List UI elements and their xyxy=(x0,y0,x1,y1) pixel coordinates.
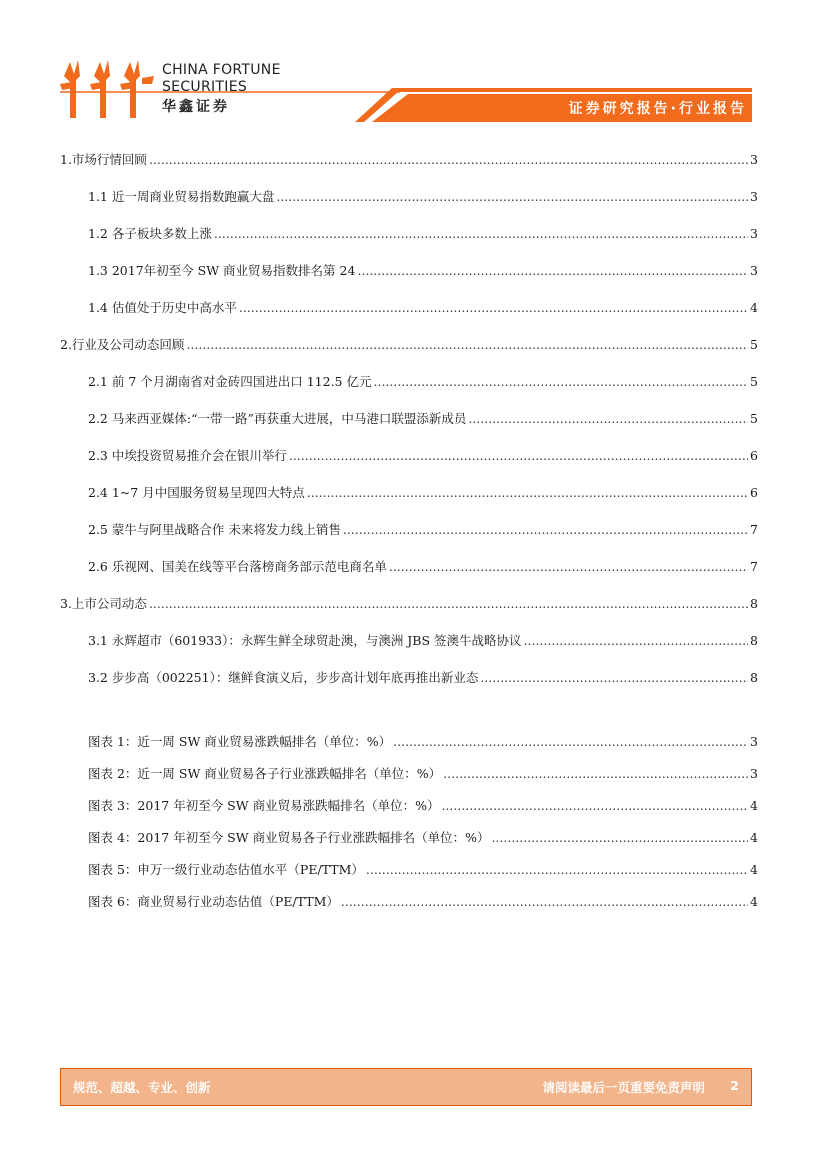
toc-title: 3.2 步步高（002251）：继鲜食演义后，步步高计划年底再推出新业态 xyxy=(88,670,479,685)
toc-title: 3.1 永辉超市（601933）：永辉生鲜全球贸赴澳，与澳洲 JBS 签澳牛战略协议 xyxy=(88,633,522,648)
toc-title: 1.1 近一周商业贸易指数跑赢大盘 xyxy=(88,189,275,204)
toc-title: 2.行业及公司动态回顾 xyxy=(60,337,185,352)
toc-title: 1.2 各子板块多数上涨 xyxy=(88,226,212,241)
toc-entry[interactable] xyxy=(88,668,758,688)
figure-entry[interactable] xyxy=(88,892,758,912)
figure-entry[interactable] xyxy=(88,828,758,848)
toc-page: 8 xyxy=(750,670,758,685)
toc-title: 1.3 2017年初至今 SW 商业贸易指数排名第 24 xyxy=(88,263,356,278)
toc-title: 1.4 估值处于历史中高水平 xyxy=(88,300,237,315)
toc-page: 7 xyxy=(750,522,758,537)
toc-page: 8 xyxy=(750,633,758,648)
figure-page: 4 xyxy=(750,830,758,845)
logo-en-line1: CHINA FORTUNE xyxy=(162,62,281,78)
page-footer xyxy=(60,1068,752,1106)
toc-entry[interactable] xyxy=(60,335,758,355)
toc-entry[interactable] xyxy=(88,409,758,429)
toc-title: 2.1 前 7 个月湖南省对金砖四国进出口 112.5 亿元 xyxy=(88,374,372,389)
figure-entry[interactable] xyxy=(88,732,758,752)
toc-page: 3 xyxy=(750,189,758,204)
toc-page: 6 xyxy=(750,485,758,500)
figure-page: 3 xyxy=(750,766,758,781)
toc-title: 3.上市公司动态 xyxy=(60,596,147,611)
footer-slogan: 规范、超越、专业、创新 xyxy=(73,1080,211,1095)
figure-title: 图表 4：2017 年初至今 SW 商业贸易各子行业涨跌幅排名（单位：%） xyxy=(88,830,490,845)
toc-title: 2.5 蒙牛与阿里战略合作 未来将发力线上销售 xyxy=(88,522,341,537)
toc-title: 2.3 中埃投资贸易推介会在银川举行 xyxy=(88,448,287,463)
figure-page: 4 xyxy=(750,894,758,909)
toc-entry[interactable] xyxy=(88,483,758,503)
figure-title: 图表 3：2017 年初至今 SW 商业贸易涨跌幅排名（单位：%） xyxy=(88,798,440,813)
figure-page: 4 xyxy=(750,862,758,877)
toc-entry[interactable] xyxy=(88,298,758,318)
toc-title: 2.6 乐视网、国美在线等平台落榜商务部示范电商名单 xyxy=(88,559,387,574)
figure-entry[interactable] xyxy=(88,860,758,880)
toc-page: 3 xyxy=(750,152,758,167)
toc-entry[interactable] xyxy=(88,446,758,466)
figure-page: 3 xyxy=(750,734,758,749)
figure-page: 4 xyxy=(750,798,758,813)
toc-page: 5 xyxy=(750,411,758,426)
footer-disclaimer-note: 请阅读最后一页重要免责声明 xyxy=(542,1080,705,1095)
toc-page: 7 xyxy=(750,559,758,574)
toc-page: 6 xyxy=(750,448,758,463)
toc-entry[interactable] xyxy=(88,631,758,651)
toc-page: 4 xyxy=(750,300,758,315)
figure-title: 图表 1：近一周 SW 商业贸易涨跌幅排名（单位：%） xyxy=(88,734,392,749)
toc-page: 5 xyxy=(750,337,758,352)
toc-entry[interactable] xyxy=(88,520,758,540)
figure-title: 图表 6：商业贸易行业动态估值（PE/TTM） xyxy=(88,894,339,909)
toc-title: 2.2 马来西亚媒体:“一带一路”再获重大进展，中马港口联盟添新成员 xyxy=(88,411,467,426)
toc-title: 1.市场行情回顾 xyxy=(60,152,147,167)
figure-entry[interactable] xyxy=(88,764,758,784)
logo-chinese-name: 华鑫证券 xyxy=(162,99,230,115)
toc-entry[interactable] xyxy=(88,557,758,577)
figure-title: 图表 5：申万一级行业动态估值水平（PE/TTM） xyxy=(88,862,364,877)
toc-entry[interactable] xyxy=(60,594,758,614)
figure-title: 图表 2：近一周 SW 商业贸易各子行业涨跌幅排名（单位：%） xyxy=(88,766,442,781)
toc-entry[interactable] xyxy=(88,372,758,392)
toc-entry[interactable] xyxy=(60,150,758,170)
toc-page: 3 xyxy=(750,226,758,241)
report-type-label: 证券研究报告·行业报告 xyxy=(568,101,747,117)
page-number: 2 xyxy=(730,1078,739,1093)
toc-page: 3 xyxy=(750,263,758,278)
figure-entry[interactable] xyxy=(88,796,758,816)
report-header xyxy=(0,0,827,130)
toc-title: 2.4 1~7 月中国服务贸易呈现四大特点 xyxy=(88,485,305,500)
toc-entry[interactable] xyxy=(88,261,758,281)
toc-entry[interactable] xyxy=(88,187,758,207)
toc-page: 8 xyxy=(750,596,758,611)
toc-page: 5 xyxy=(750,374,758,389)
logo-en-line2: SECURITIES xyxy=(162,79,248,95)
toc-entry[interactable] xyxy=(88,224,758,244)
